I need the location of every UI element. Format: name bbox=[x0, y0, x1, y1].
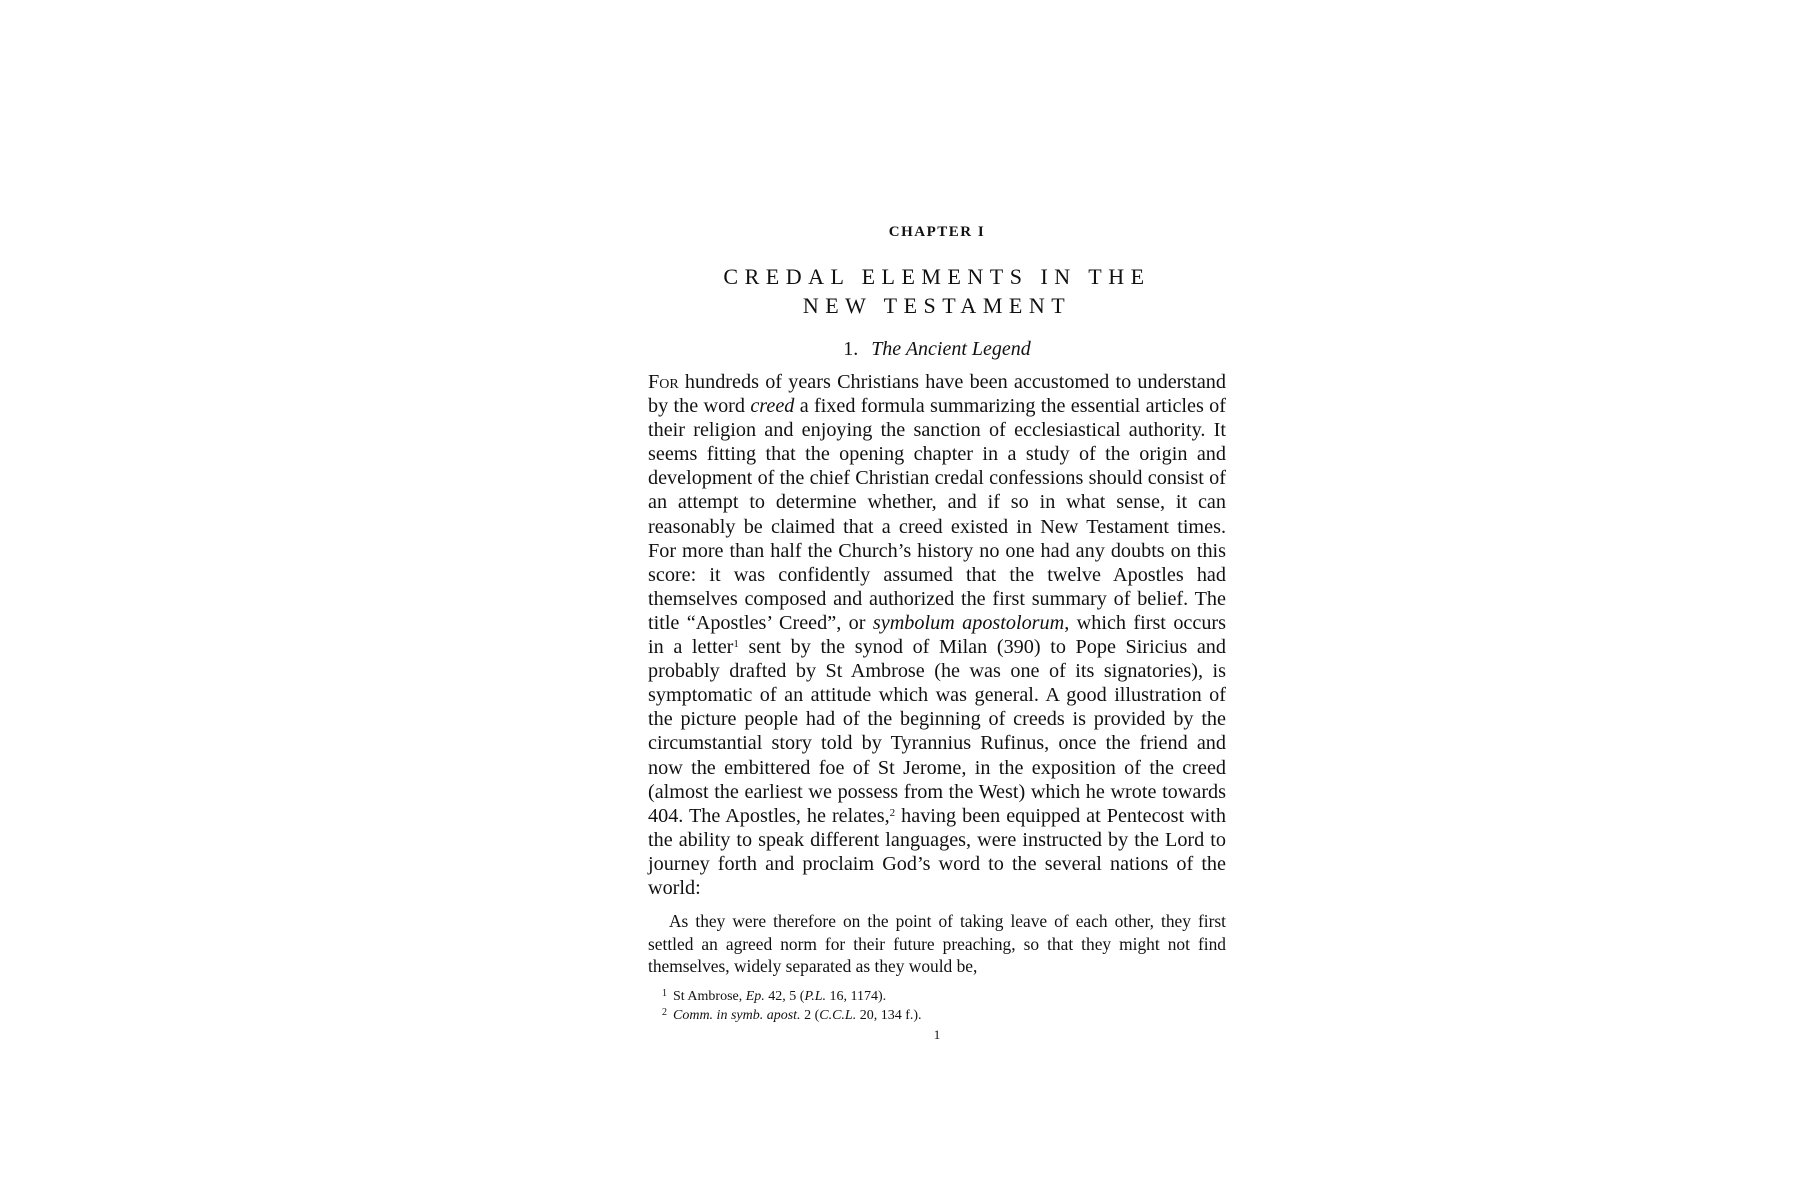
paragraph-italic-symbolum: symbolum apostolorum bbox=[872, 611, 1065, 634]
chapter-title bbox=[648, 262, 1226, 320]
footnote-italic: Comm. in symb. apost. bbox=[673, 1008, 801, 1024]
footnote-text: 2 ( bbox=[800, 1008, 820, 1024]
chapter-title-line-2: NEW TESTAMENT bbox=[802, 293, 1072, 318]
block-quote: As they were therefore on the point of taking leave of each other, they first settled an agreed norm for their future preaching, so that they might not find themselves, widely separated as they would be, bbox=[648, 911, 1226, 977]
paragraph-text-3: , which first occurs in a letter bbox=[648, 611, 1227, 659]
footnote-ref-2: 2 bbox=[889, 806, 896, 819]
section-heading bbox=[648, 336, 1226, 362]
footnote-italic: Ep. bbox=[745, 988, 765, 1004]
paragraph-italic-creed: creed bbox=[750, 395, 795, 418]
footnote-italic: P.L. bbox=[804, 988, 827, 1004]
chapter-title-line-1: CREDAL ELEMENTS IN THE bbox=[723, 264, 1151, 289]
page-number: 1 bbox=[933, 1026, 941, 1042]
paragraph-text-2: a fixed formula summarizing the essential articles of their religion and enjoying the sanction of ecclesiastical authority. It seems fitting that the opening chapter in a study of the origin and development of the chief Christian credal confessions should consist of an attempt to determine whether, and if so in what sense, it can reasonably be claimed that a creed existed in New Testament times. For more than half the Church’s history no one had any doubts on this score: it was confidently assumed that the twelve Apostles had themselves composed and authorized the first summary of belief. The title “Apostles’ Creed”, or bbox=[648, 395, 1226, 634]
footnote-ref-1: 1 bbox=[733, 638, 739, 651]
body-paragraph bbox=[648, 370, 1226, 900]
paragraph-text-5: having been equipped at Pentecost with the ability to speak different languages, were instructed by the Lord to journey forth and proclaim God’s word to the several nations of the world: bbox=[648, 804, 1226, 899]
footnote-text: 16, 1174). bbox=[826, 988, 887, 1004]
footnote-mark: 1 bbox=[662, 987, 667, 999]
opening-word: For bbox=[648, 371, 679, 393]
book-page bbox=[648, 222, 1226, 1043]
section-number: 1. bbox=[843, 338, 859, 360]
footnote-text: 42, 5 ( bbox=[764, 988, 805, 1004]
footnote-italic: C.C.L. bbox=[819, 1008, 857, 1024]
footnote-1 bbox=[662, 986, 1226, 1006]
footnote-text: 20, 134 f.). bbox=[856, 1008, 922, 1024]
footnote-2 bbox=[662, 1005, 1226, 1025]
footnote-mark: 2 bbox=[662, 1007, 667, 1019]
chapter-label: CHAPTER I bbox=[888, 224, 986, 240]
footnotes bbox=[662, 986, 1226, 1025]
section-title: The Ancient Legend bbox=[871, 338, 1031, 360]
paragraph-text-4: sent by the synod of Milan (390) to Pope Siricius and probably drafted by St Ambrose (he was one of its signatories), is symptomatic of an attitude which was general. A good illustration of the picture people had of the beginning of creeds is provided by the circumstantial story told by Tyrannius Rufinus, once the friend and now the embittered foe of St Jerome, in the exposition of the creed (almost the earliest we possess from the West) which he wrote towards 404. The Apostles, he relates, bbox=[648, 636, 1226, 827]
paragraph-text-1: hundreds of years Christians have been accustomed to understand by the word bbox=[648, 371, 1226, 418]
footnote-text: St Ambrose, bbox=[673, 988, 746, 1004]
